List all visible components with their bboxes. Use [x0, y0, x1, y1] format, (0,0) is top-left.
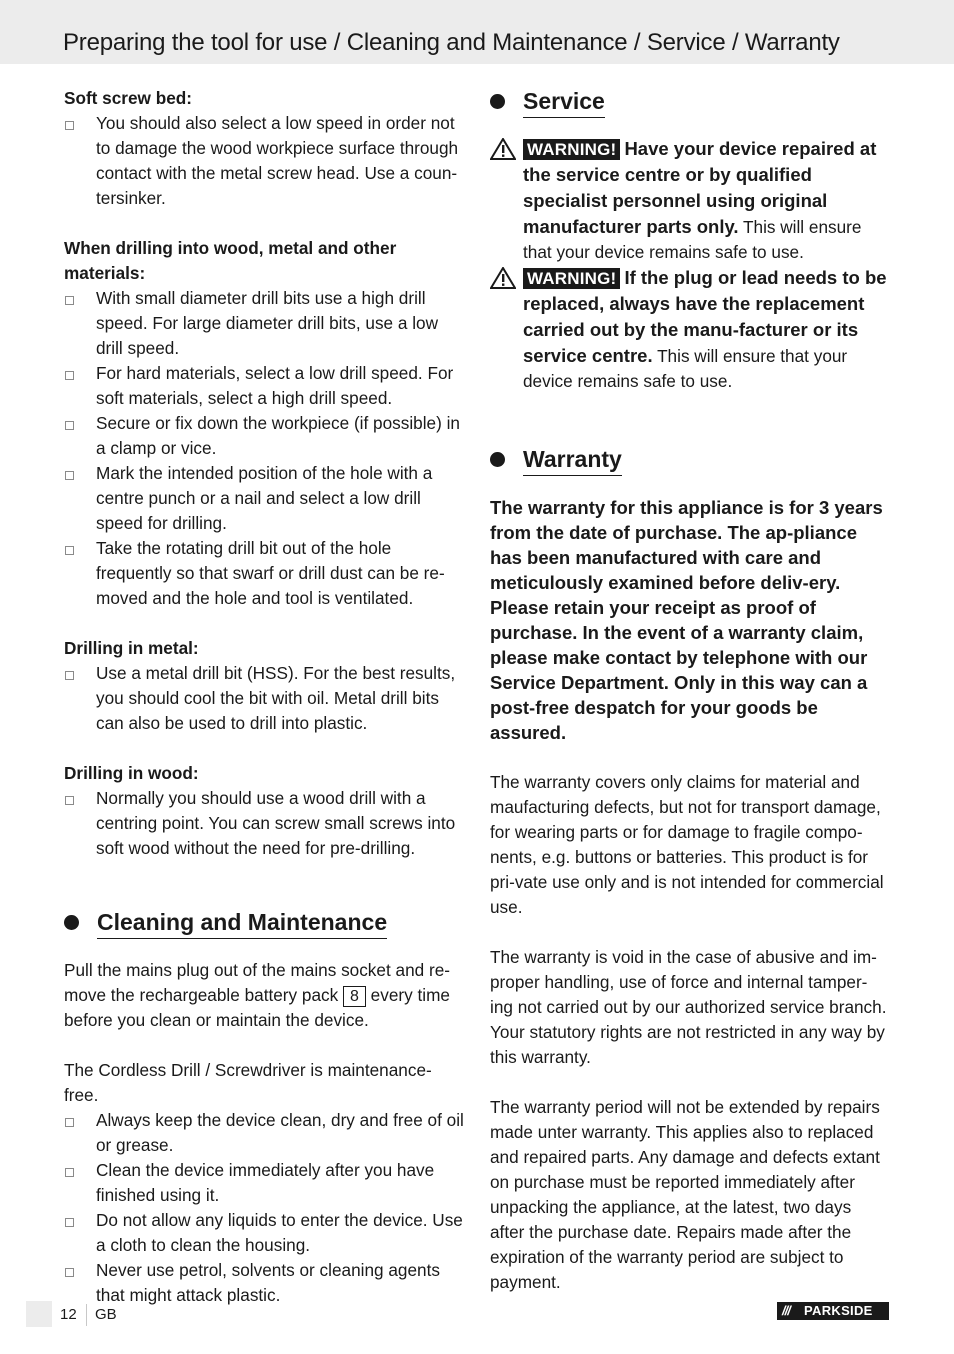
list-item: Normally you should use a wood drill with a centring point. You can screw small screws into soft wood without the need for pre-drilling. — [64, 786, 464, 861]
maintenance-free-text: The Cordless Drill / Screwdriver is maintenance-free. — [64, 1060, 432, 1105]
bullet-box-icon — [65, 371, 74, 380]
part-reference-box: 8 — [343, 986, 366, 1007]
bullet-box-icon — [65, 1118, 74, 1127]
bullet-box-icon — [65, 1168, 74, 1177]
warning-triangle-icon — [490, 267, 516, 289]
list-item: Clean the device immediately after you have finished using it. — [64, 1158, 464, 1208]
warranty-bold-paragraph: The warranty for this appliance is for 3 years from the date of purchase. The ap-pliance has been manufactured with care and meticulously examined before deliv-ery. Please retain your receipt as proof of purchase. In the event of a warranty claim, please make contact by telephone with our Service Department. Only in this way can a post-free despatch for your goods be assured. — [490, 497, 883, 743]
drilling-wood-heading: Drilling in wood: — [64, 763, 199, 783]
warning-block: WARNING! If the plug or lead needs to be replaced, always have the replacement carried out by the manu-facturer or its service centre. This will ensure that your device remains safe to use. — [490, 265, 890, 394]
bullet-dot-icon — [64, 915, 79, 930]
left-column — [64, 86, 464, 1308]
list-item: Take the rotating drill bit out of the hole frequently so that swarf or drill dust can be re-moved and the hole and tool is ventilated. — [64, 536, 464, 611]
list-item: For hard materials, select a low drill speed. For soft materials, select a high drill speed. — [64, 361, 464, 411]
drilling-metal-list — [64, 661, 464, 736]
warning-block: WARNING! Have your device repaired at the service centre or by qualified specialist personnel using original manufacturer parts only. This will ensure that your device remains safe to use. — [490, 136, 890, 265]
service-section-heading — [490, 86, 890, 122]
bullet-box-icon — [65, 796, 74, 805]
footer-divider — [86, 1304, 87, 1326]
drilling-general-heading: When drilling into wood, metal and other materials: — [64, 238, 397, 283]
page-number: 12 — [60, 1306, 77, 1323]
right-column — [490, 86, 890, 1295]
warranty-section-heading — [490, 444, 890, 480]
soft-screw-bed-list — [64, 111, 464, 211]
bullet-box-icon — [65, 471, 74, 480]
drilling-metal-heading: Drilling in metal: — [64, 638, 199, 658]
logo-brand-text: PARKSIDE — [804, 1303, 873, 1318]
bullet-box-icon — [65, 671, 74, 680]
parkside-logo — [777, 1302, 889, 1320]
drilling-general-list — [64, 286, 464, 611]
soft-screw-bed-heading: Soft screw bed: — [64, 88, 192, 108]
bullet-box-icon — [65, 1268, 74, 1277]
page-title: Preparing the tool for use / Cleaning and Maintenance / Service / Warranty — [63, 29, 840, 56]
warning-triangle-icon — [490, 138, 516, 160]
footer-tab — [26, 1301, 52, 1327]
list-item: With small diameter drill bits use a high drill speed. For large diameter drill bits, use a low drill speed. — [64, 286, 464, 361]
language-code: GB — [95, 1306, 117, 1323]
warranty-period-paragraph: The warranty period will not be extended by repairs made unter warranty. This applies also to replaced and repaired parts. Any damage and defects extant on purchase must be reported immediately after unpacking the appliance, at the latest, two days after the purchase date. Repairs made after the expiration of the warranty period are subject to payment. — [490, 1097, 880, 1292]
logo-stripes-icon: /// — [782, 1303, 790, 1318]
cleaning-heading-label: Cleaning and Maintenance — [97, 907, 387, 939]
warning-badge: WARNING! — [523, 139, 620, 160]
list-item: Never use petrol, solvents or cleaning agents that might attack plastic. — [64, 1258, 464, 1308]
warranty-coverage-paragraph: The warranty covers only claims for material and maufacturing defects, but not for transport damage, for wearing parts or for damage to fragile compo-nents, e.g. buttons or batteries. This product is for pri-vate use only and is not intended for commercial use. — [490, 772, 884, 917]
warranty-heading-label: Warranty — [523, 444, 622, 476]
service-heading-label: Service — [523, 86, 605, 118]
bullet-dot-icon — [490, 94, 505, 109]
list-item: Mark the intended position of the hole with a centre punch or a nail and select a low drill speed for drilling. — [64, 461, 464, 536]
bullet-box-icon — [65, 296, 74, 305]
bullet-dot-icon — [490, 452, 505, 467]
cleaning-paragraph: Pull the mains plug out of the mains socket and re-move the rechargeable battery pack 8 every time before you clean or maintain the device. — [64, 960, 450, 1030]
page-header — [0, 0, 954, 64]
cleaning-list — [64, 1108, 464, 1308]
list-item: Always keep the device clean, dry and free of oil or grease. — [64, 1108, 464, 1158]
bullet-box-icon — [65, 421, 74, 430]
list-item: Use a metal drill bit (HSS). For the best results, you should cool the bit with oil. Metal drill bits can also be used to drill into plastic. — [64, 661, 464, 736]
list-item: Do not allow any liquids to enter the device. Use a cloth to clean the housing. — [64, 1208, 464, 1258]
bullet-box-icon — [65, 1218, 74, 1227]
cleaning-section-heading — [64, 907, 464, 943]
list-item: You should also select a low speed in order not to damage the wood workpiece surface through contact with the metal screw head. Use a coun-tersinker. — [64, 111, 464, 211]
bullet-box-icon — [65, 121, 74, 130]
drilling-wood-list — [64, 786, 464, 861]
bullet-box-icon — [65, 546, 74, 555]
warning-badge: WARNING! — [523, 268, 620, 289]
warranty-void-paragraph: The warranty is void in the case of abusive and im-proper handling, use of force and internal tamper-ing not carried out by our authorized service branch. Your statutory rights are not restricted in any way by this warranty. — [490, 947, 887, 1067]
list-item: Secure or fix down the workpiece (if possible) in a clamp or vice. — [64, 411, 464, 461]
